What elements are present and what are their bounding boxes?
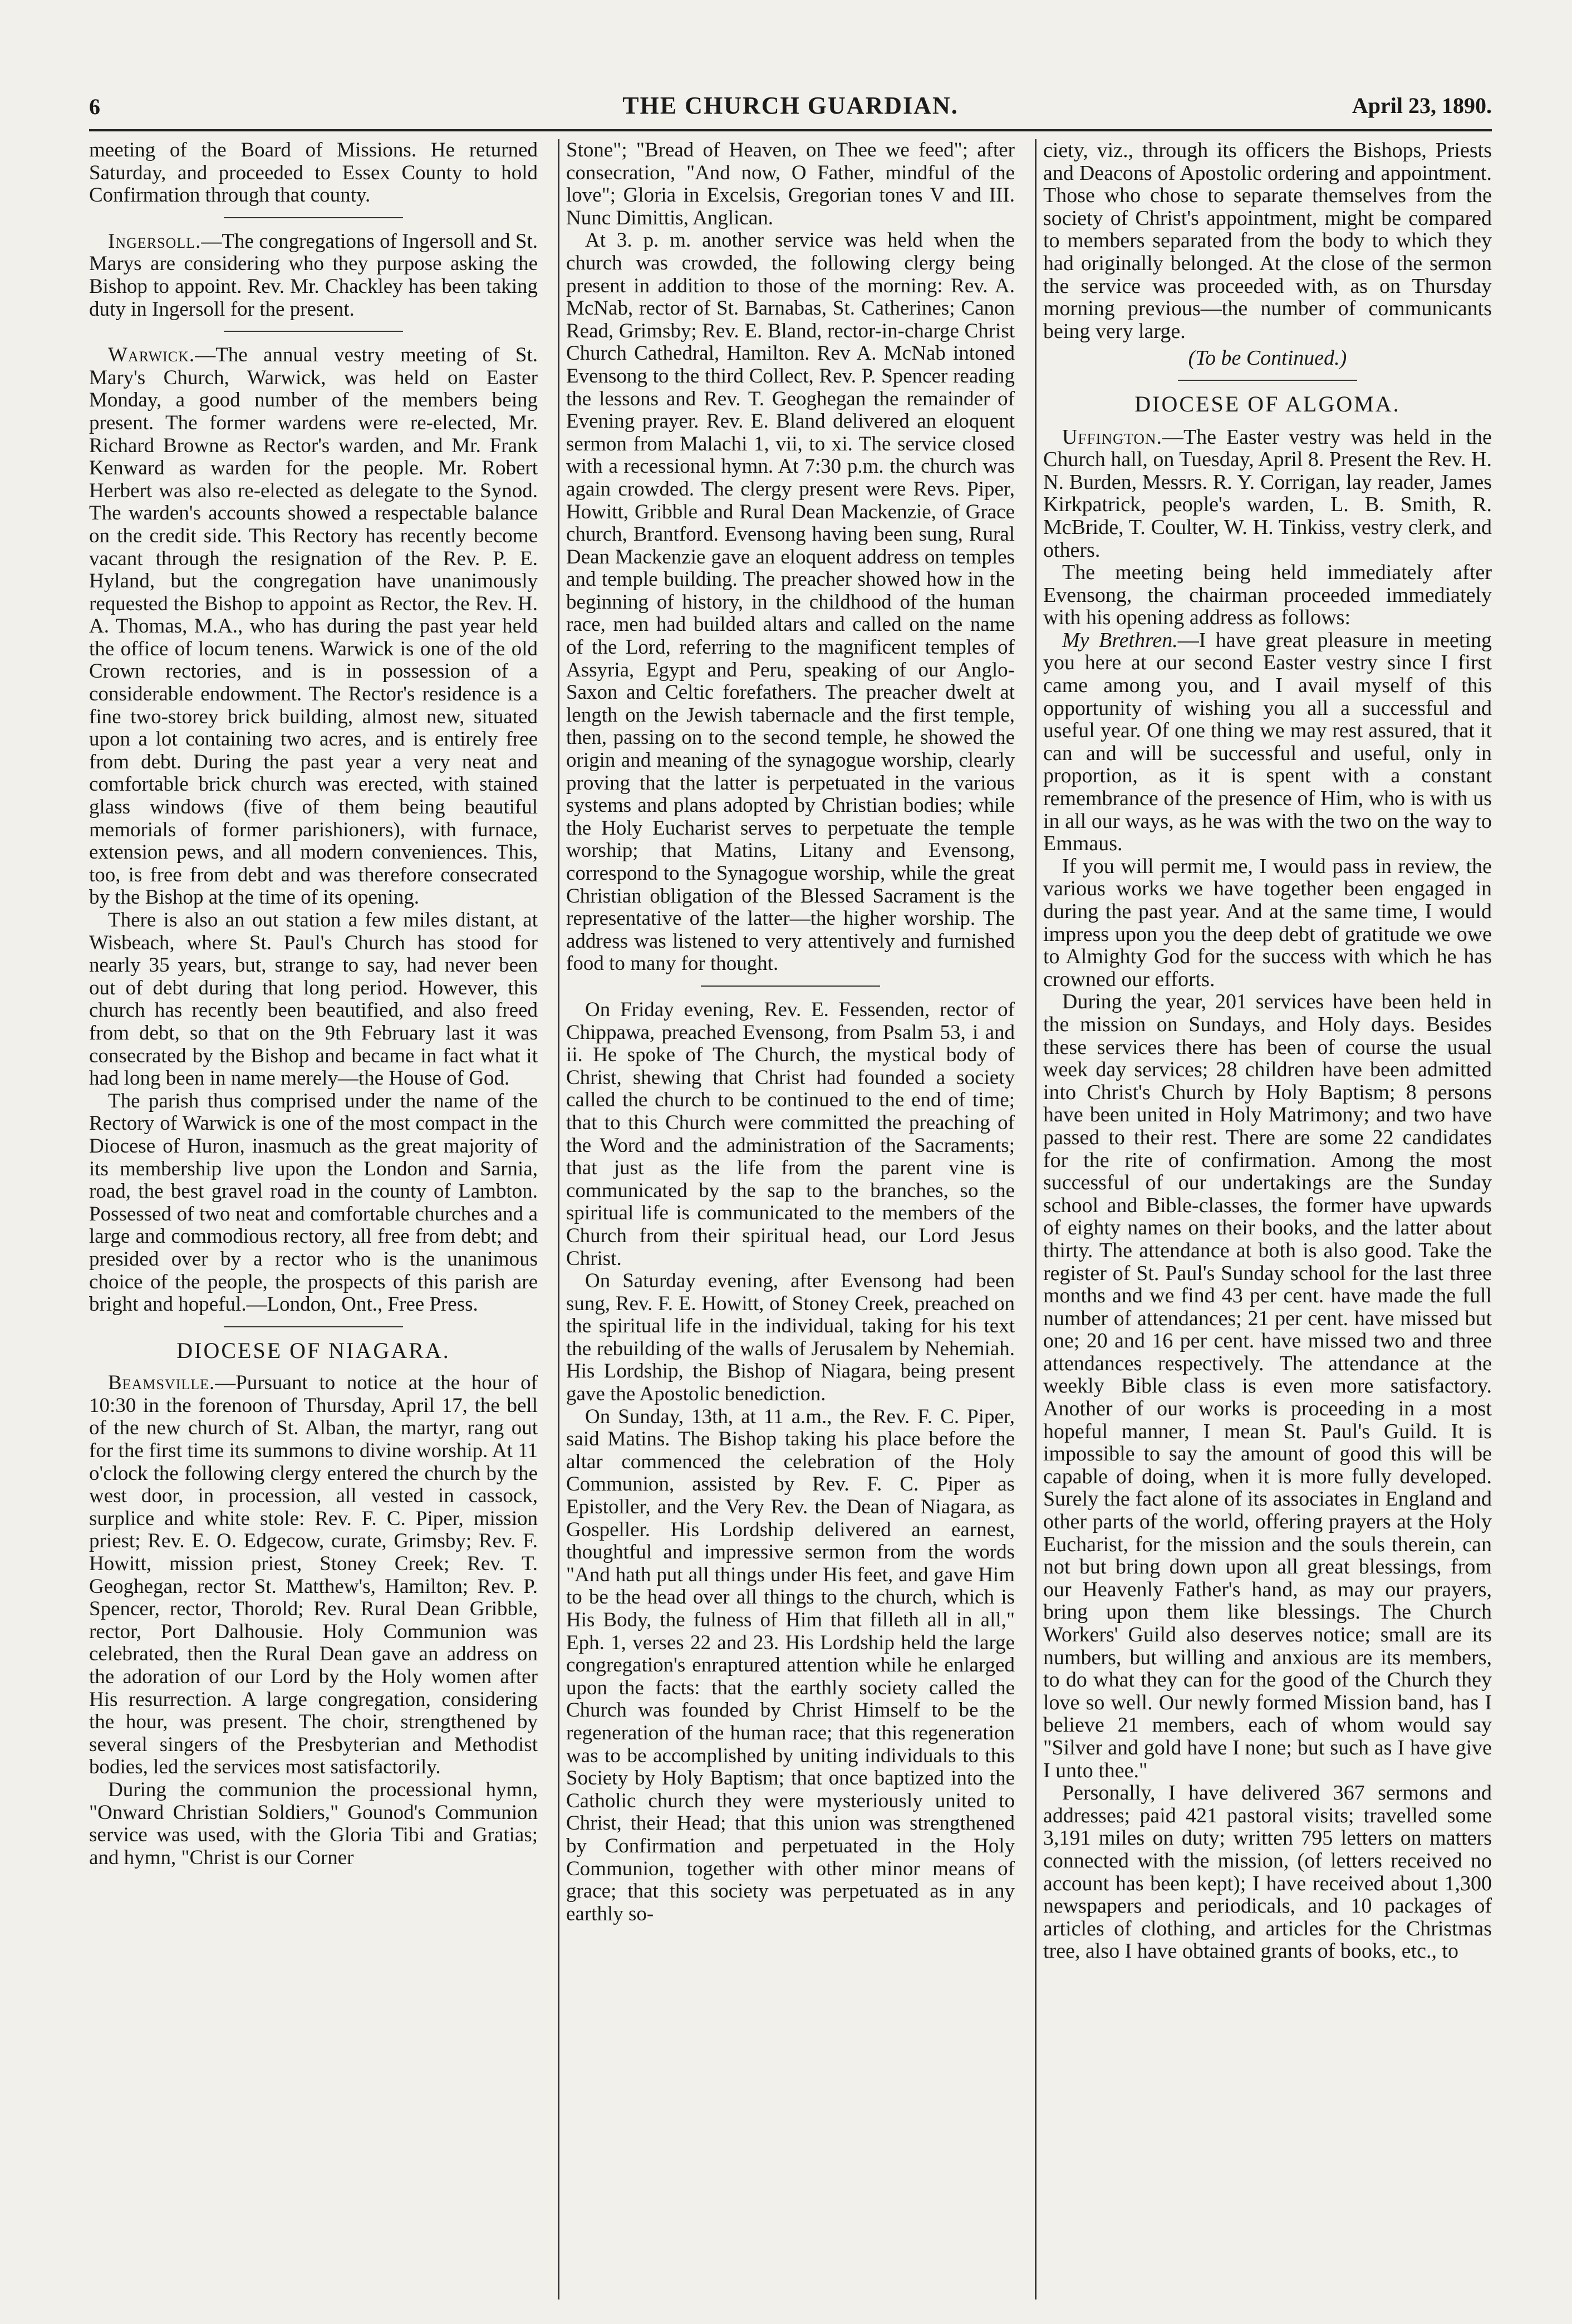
salutation: My Brethren. — [1062, 628, 1178, 652]
header-rule — [89, 129, 1492, 131]
issue-date: April 23, 1890. — [1352, 93, 1492, 118]
paragraph — [1043, 629, 1492, 855]
paragraph — [89, 1372, 538, 1779]
paragraph: meeting of the Board of Missions. He returned Saturday, and proceeded to Essex County to hold Confirmation through that county. — [89, 139, 538, 207]
paragraph: During the communion the processional hymn, "Onward Christian Soldiers," Gounod's Communion service was used, with the Gloria Tibi and Gratias; and hymn, "Christ is our Corner — [89, 1778, 538, 1869]
place-lead: Uffington. — [1062, 425, 1162, 449]
paragraph-text: —I have great pleasure in meeting you here at our second Easter vestry since I first came among you, and I avail myself of this opportunity of wishing you all a successful and useful year. Of one thing we may rest assured, that it can and will be successful and useful, only in proportion, as it is spent with a constant remembrance of the presence of Him, who is with us in all our ways, as he was with the two on the way to Emmaus. — [1043, 628, 1492, 856]
paragraph: The meeting being held immediately after Evensong, the chairman proceeded immediately with his opening address as follows: — [1043, 561, 1492, 630]
column-1 — [89, 139, 538, 2300]
page-number: 6 — [89, 94, 100, 119]
masthead: THE CHURCH GUARDIAN. — [622, 92, 959, 119]
paragraph-text: —Pursuant to notice at the hour of 10:30 in the forenoon of Thursday, April 17, the bell of the new church of St. Alban, the martyr, rang out for the first time its summons to divine worship. At 11 o'clock the following clergy entered the church by the west door, in procession, all vested in cassock, surplice and white stole: Rev. F. C. Piper, mission priest; Rev. E. O. Edgecow, curate, Grimsby; Rev. F. Howitt, mission priest, Stoney Creek; Rev. T. Geoghegan, rector St. Matthew's, Hamilton; Rev. P. Spencer, rector, Thorold; Rev. Rural Dean Gribble, rector, Port Dalhousie. Holy Communion was celebrated, then the Rural Dean gave an address on the adoration of our Lord by the Holy women after His resurrection. A large congregation, considering the hour, was present. The choir, strengthened by several singers of the Presbyterian and Methodist bodies, led the services most satisfactorily. — [89, 1371, 538, 1779]
paragraph — [89, 344, 538, 909]
paragraph: Stone"; "Bread of Heaven, on Thee we feed"; after consecration, "And now, O Father, mindful of the love"; Gloria in Excelsis, Gregorian tones V and III. Nunc Dimittis, Anglican. — [566, 139, 1015, 229]
section-title: DIOCESE OF ALGOMA. — [1134, 391, 1401, 416]
paragraph: On Saturday evening, after Evensong had been sung, Rev. F. E. Howitt, of Stoney Creek, preached on the spiritual life in the individual, taking for his text the rebuilding of the walls of Jerusalem by Nehemiah. His Lordship, the Bishop of Niagara, being present gave the Apostolic benediction. — [566, 1269, 1015, 1406]
paragraph: ciety, viz., through its officers the Bishops, Priests and Deacons of Apostolic ordering and appointment. Those who chose to separate themselves from the society of Christ's appointment, might be compared to members separated from the body to which they had originally belonged. At the close of the sermon the service was proceeded with, as on Thursday morning previous—the number of communicants being very large. — [1043, 139, 1492, 343]
page-header — [89, 89, 1492, 128]
paragraph: On Sunday, 13th, at 11 a.m., the Rev. F. C. Piper, said Matins. The Bishop taking his place before the altar commenced the celebration of the Holy Communion, assisted by Rev. F. C. Piper as Epistoller, and the Very Rev. the Dean of Niagara, as Gospeller. His Lordship delivered an earnest, thoughtful and impressive sermon from the words "And hath put all things under His feet, and gave Him to be the head over all things to the church, which is His Body, the fulness of Him that filleth all in all," Eph. 1, verses 22 and 23. His Lordship held the large congregation's enraptured attention while he enlarged upon the facts: that the earthly society called the Church was founded by Christ Himself to be the regeneration of the human race; that this regeneration was to be accomplished by uniting individuals to this Society by Holy Baptism; that once baptized into the Catholic church they were mysteriously united to Christ, their Head; that this union was strengthened by Confirmation and perpetuated in the Holy Communion, together with other minor means of grace; that this society was perpetuated as in any earthly so- — [566, 1405, 1015, 1925]
paragraph: If you will permit me, I would pass in review, the various works we have together been engaged in during the past year. And at the same time, I would impress upon you the deep debt of gratitude we owe to Almighty God for the success with which he has crowned our efforts. — [1043, 854, 1492, 991]
paragraph-text: —The Easter vestry was held in the Church hall, on Tuesday, April 8. Present the Rev. H. N. Burden, Messrs. R. Y. Corrigan, lay reader, James Kirkpatrick, people's warden, L. B. Smith, R. McBride, T. Coulter, W. H. Tinkiss, vestry clerk, and others. — [1043, 425, 1492, 562]
divider — [224, 331, 403, 332]
paragraph-text: —The congregations of Ingersoll and St. Marys are considering who they purpose asking the Bishop to appoint. Rev. Mr. Chackley has been taking duty in Ingersoll for the present. — [89, 229, 538, 321]
paragraph: The parish thus comprised under the name of the Rectory of Warwick is one of the most compact in the Diocese of Huron, inasmuch as the great majority of its membership live upon the London and Sarnia, road, the best gravel road in the county of Lambton. Possessed of two neat and comfortable churches and a large and commodious rectory, all free from debt; and presided over by a rector who is the unanimous choice of the people, the prospects of this parish are bright and hopeful.—London, Ont., Free Press. — [89, 1089, 538, 1316]
place-lead: Ingersoll. — [108, 229, 202, 253]
paragraph: During the year, 201 services have been held in the mission on Sundays, and Holy days. Besides these services there has been of course the usual week day services; 28 children have been admitted into Christ's Church by Holy Baptism; 8 persons have been united in Holy Matrimony; and two have passed to their rest. There are some 22 candidates for the rite of confirmation. Among the most successful of our undertakings are the Sunday school and Bible-classes, the former have upwards of eighty names on their books, and the latter about thirty. The attendance at both is also good. Take the register of St. Paul's Sunday school for the last three months and we find 43 per cent. have made the full number of attendances; 21 per cent. have missed but one; 20 and 16 per cent. have missed two and three attendances respectively. The attendance at the weekly Bible class is even more satisfactory. Another of our works is proceeding in a most hopeful manner, I mean St. Paul's Guild. It is impossible to say the amount of good this will be capable of doing, when it is more fully developed. Surely the fact alone of its associates in England and other parts of the world, offering prayers at the Holy Eucharist, for the mission and the souls therein, can not but bring down upon all great blessings, from our Heavenly Father's hand, as may our prayers, bring upon them like blessings. The Church Workers' Guild also deserves notice; small are its numbers, but willing and anxious are its members, to do what they can for the good of the Church they love so well. Our newly formed Mission band, has I believe 21 members, each of whom would say "Silver and gold have I none; but such as I have give I unto thee." — [1043, 990, 1492, 1782]
column-divider — [1035, 139, 1036, 2300]
column-3 — [1043, 139, 1492, 2300]
divider — [224, 217, 403, 218]
column-divider — [558, 139, 559, 2300]
place-lead: Beamsville. — [108, 1371, 215, 1395]
paragraph: Personally, I have delivered 367 sermons and addresses; paid 421 pastoral visits; travelled some 3,191 miles on duty; written 795 letters on matters connected with the mission, (of letters received no account has been kept); I have received about 1,300 newspapers and periodicals, and 10 packages of articles of clothing, and articles for the Christmas tree, also I have obtained grants of books, etc., to — [1043, 1781, 1492, 1963]
divider — [1178, 380, 1357, 381]
divider — [224, 1326, 403, 1327]
paragraph: There is also an out station a few miles distant, at Wisbeach, where St. Paul's Church has stood for nearly 35 years, but, strange to say, had never been out of debt during that long period. However, this church has recently been beautified, and also freed from debt, so that on the 9th February last it was consecrated by the Bishop and became in fact what it had long been in name merely—the House of God. — [89, 909, 538, 1090]
column-2 — [566, 139, 1015, 2300]
section-title: DIOCESE OF NIAGARA. — [176, 1337, 450, 1363]
paragraph-text: —The annual vestry meeting of St. Mary's Church, Warwick, was held on Easter Monday, a good number of the members being present. The former wardens were re-elected, Mr. Richard Browne as Rector's warden, and Mr. Frank Kenward as warden for the people. Mr. Robert Herbert was also re-elected as delegate to the Synod. The warden's accounts showed a respectable balance on the credit side. This Rectory has recently become vacant through the resignation of the Rev. P. E. Hyland, but the congregation have unanimously requested the Bishop to appoint as Rector, the Rev. H. A. Thomas, M.A., who has during the past year held the office of locum tenens. Warwick is one of the old Crown rectories, and is in possession of a considerable endowment. The Rector's residence is a fine two-storey brick building, almost new, situated upon a lot containing two acres, and is entirely free from debt. During the past year a very neat and comfortable brick church was erected, with stained glass windows (five of them being beautiful memorials of former parishioners), with furnace, extension pews, and all modern conveniences. This, too, is free from debt and was therefore consecrated by the Bishop at the time of its opening. — [89, 344, 538, 909]
paragraph — [1043, 426, 1492, 562]
paragraph: On Friday evening, Rev. E. Fessenden, rector of Chippawa, preached Evensong, from Psalm 53, i and ii. He spoke of The Church, the mystical body of Christ, shewing that Christ had founded a society called the church to be continued to the end of time; that to this Church were committed the preaching of the Word and the administration of the Sacraments; that just as the life from the parent vine is communicated by the sap to the branches, so the spiritual life is communicated to the members of the Church from their spiritual head, our Lord Jesus Christ. — [566, 998, 1015, 1270]
paragraph — [89, 231, 538, 321]
paragraph: At 3. p. m. another service was held when the church was crowded, the following clergy being present in addition to those of the morning: Rev. A. McNab, rector of St. Barnabas, St. Catherines; Canon Read, Grimsby; Rev. E. Bland, rector-in-charge Christ Church Cathedral, Hamilton. Rev A. McNab intoned Evensong to the third Collect, Rev. P. Spencer reading the lessons and Rev. T. Geoghegan the remainder of Evening prayer. Rev. E. Bland delivered an eloquent sermon from Malachi 1, vii, to xi. The service closed with a recessional hymn. At 7:30 p.m. the church was again crowded. The clergy present were Revs. Piper, Howitt, Gribble and Rural Dean Mackenzie, of Grace church, Brantford. Evensong having been sung, Rural Dean Mackenzie gave an eloquent address on temples and temple building. The preacher showed how in the beginning of history, in the childhood of the human race, men had builded altars and called on the name of the Lord, referring to the magnificent temples of Assyria, Egypt and Peru, speaking of our Anglo-Saxon and Celtic forefathers. The preacher dwelt at length on the Jewish tabernacle and the first temple, then, passing on to the second temple, he showed the origin and meaning of the synagogue worship, clearly proving that the latter is perpetuated in the various systems and plans adopted by Christian bodies; while the Holy Eucharist serves to perpetuate the temple worship; that Matins, Litany and Evensong, correspond to the Synagogue worship, while the great Christian obligation of the Blessed Sacrament is the representative of the latter—the higher worship. The address was listened to very attentively and furnished food to many for thought. — [566, 229, 1015, 975]
continued-note: (To be Continued.) — [1188, 346, 1347, 370]
divider — [701, 986, 880, 987]
place-lead: Warwick. — [108, 344, 195, 367]
